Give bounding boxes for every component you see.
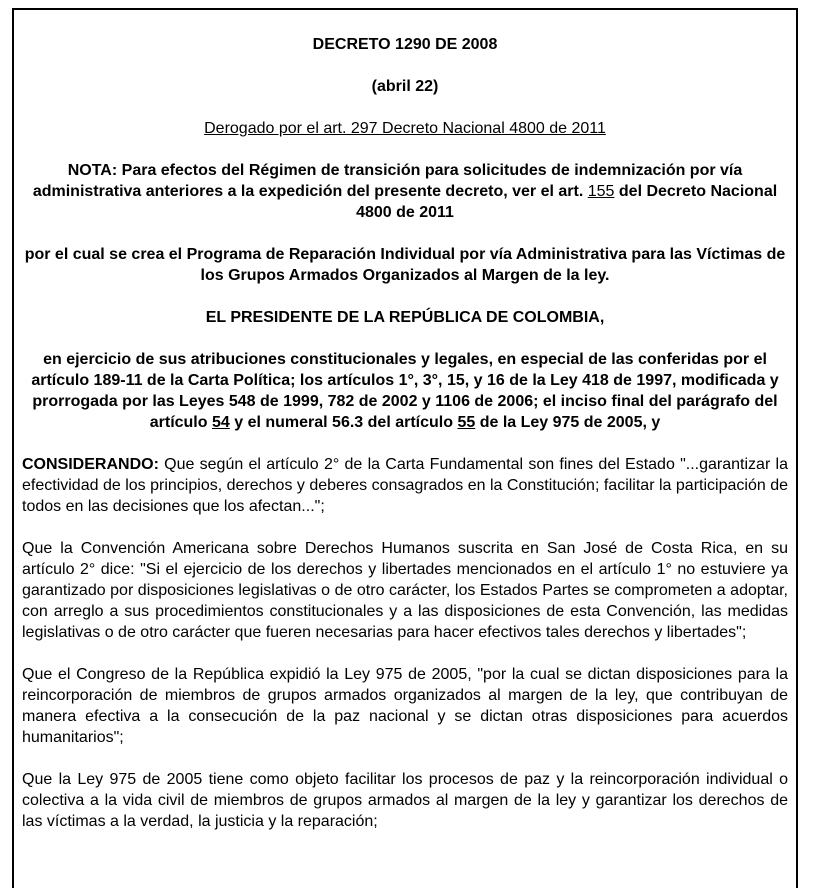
note-text-1: Para efectos del Régimen de transición para solicitudes de indemnización por vía administrativa anteriores a la expedición del presente decreto, ver el art. — [32, 162, 743, 200]
article-55-link[interactable]: 55 — [457, 414, 476, 431]
note-text-2: del Decreto Nacional 4800 de 2011 — [356, 183, 778, 221]
powers-paragraph — [22, 349, 788, 433]
note-paragraph — [22, 160, 788, 223]
powers-text-1: en ejercicio de sus atribuciones constitucionales y legales, en especial de las conferidas por el artículo 189-11 de la Carta Política; los artículos 1°, 3°, 15, y 16 de la Ley 418 de 1997, modificada y prorrogada por las Leyes 548 de 1999, 782 de 2002 y 1106 de 2006; el inciso final del parágrafo del artículo — [31, 351, 779, 431]
note-label: NOTA: — [67, 162, 118, 179]
article-54-link[interactable]: 54 — [211, 414, 230, 431]
powers-text-3: de la Ley 975 de 2005, y — [479, 414, 661, 431]
considerando-paragraph — [22, 454, 788, 517]
paragraph-congress: Que el Congreso de la República expidió la Ley 975 de 2005, "por la cual se dictan disposiciones para la reincorporación de miembros de grupos armados organizados al margen de la ley, que contribuyan de manera efectiva a la consecución de la paz nacional y se dictan otras disposiciones para acuerdos humanitarios"; — [22, 666, 788, 746]
document-page — [12, 8, 798, 888]
president-heading: EL PRESIDENTE DE LA REPÚBLICA DE COLOMBIA, — [205, 309, 605, 326]
document-content — [22, 34, 788, 832]
considerando-text: Que según el artículo 2° de la Carta Fundamental son fines del Estado "...garantizar la efectividad de los principios, derechos y deberes consagrados en la Constitución; facilitar la participación de todos en las decisiones que los afectan..."; — [22, 456, 788, 515]
paragraph-law-975: Que la Ley 975 de 2005 tiene como objeto facilitar los procesos de paz y la reincorporación individual o colectiva a la vida civil de miembros de grupos armados al margen de la ley y garantizar los derechos de las víctimas a la verdad, la justicia y la reparación; — [22, 771, 788, 830]
decree-purpose: por el cual se crea el Programa de Reparación Individual por vía Administrativa para las Víctimas de los Grupos Armados Organizados al Margen de la ley. — [24, 246, 786, 284]
considerando-label: CONSIDERANDO: — [22, 456, 159, 473]
decree-date: (abril 22) — [371, 78, 439, 95]
powers-text-2: y el numeral 56.3 del artículo — [234, 414, 453, 431]
decree-title: DECRETO 1290 DE 2008 — [312, 36, 498, 53]
paragraph-convention: Que la Convención Americana sobre Derechos Humanos suscrita en San José de Costa Rica, en su artículo 2° dice: "Si el ejercicio de los derechos y libertades mencionados en el artículo 1° no estuviere ya garantizado por disposiciones legislativas o de otro carácter, los Estados Partes se comprometen a adoptar, con arreglo a sus procedimientos constitucionales y a las disposiciones de esta Convención, las medidas legislativas o de otro carácter que fueren necesarias para hacer efectivos tales derechos y libertades"; — [22, 540, 788, 641]
article-155-link[interactable]: 155 — [587, 183, 615, 200]
derogation-link[interactable]: Derogado por el art. 297 Decreto Nacional 4800 de 2011 — [204, 120, 606, 137]
